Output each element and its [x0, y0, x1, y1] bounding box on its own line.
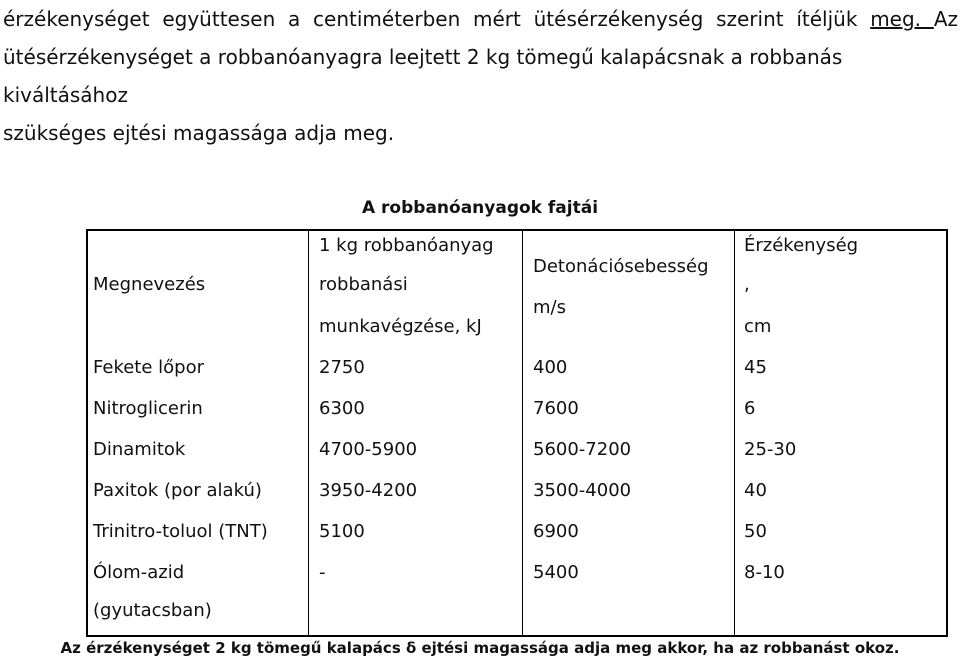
row-speed: 3500-4000 — [533, 480, 632, 501]
intro-line-2: ütésérzékenységet a robbanóanyagra leejtett 2 kg tömegű kalapácsnak a robbanás kiváltásához — [3, 45, 843, 107]
intro-line-3: szükséges ejtési magassága adja meg. — [3, 121, 395, 145]
header-name: Megnevezés — [93, 274, 206, 295]
row-sens: 50 — [744, 521, 767, 542]
row-speed: 5600-7200 — [533, 439, 632, 460]
row-name-line-2: (gyutacsban) — [93, 600, 212, 621]
row-sens: 25-30 — [744, 439, 797, 460]
header-work-line-2: robbanási — [319, 274, 408, 295]
row-name: Dinamitok — [93, 439, 186, 460]
row-name: Nitroglicerin — [93, 398, 203, 419]
intro-line-1-end: Az — [933, 7, 958, 31]
column-divider — [522, 231, 523, 635]
row-name: Ólom-azid — [93, 562, 185, 583]
row-name: Trinitro-toluol (TNT) — [93, 521, 268, 542]
header-speed-line-2: m/s — [533, 297, 566, 318]
intro-line-1-underlined: meg. — [870, 7, 934, 31]
column-divider — [734, 231, 735, 635]
row-sens: 6 — [744, 398, 756, 419]
row-sens: 40 — [744, 480, 767, 501]
row-name: Paxitok (por alakú) — [93, 480, 262, 501]
row-work: 5100 — [319, 521, 365, 542]
footnote: Az érzékenységet 2 kg tömegű kalapács δ ejtési magassága adja meg akkor, ha az robbanást okoz. — [60, 639, 900, 657]
table-caption: A robbanóanyagok fajtái — [361, 198, 599, 218]
column-divider — [308, 231, 309, 635]
header-sens-line-2: , — [744, 274, 750, 295]
header-sens-line-1: Érzékenység — [744, 235, 859, 256]
row-sens: 45 — [744, 357, 767, 378]
explosives-table — [86, 229, 948, 637]
intro-line-1 — [3, 0, 958, 38]
header-sens-line-3: cm — [744, 316, 772, 337]
row-work: - — [319, 562, 326, 583]
row-speed: 400 — [533, 357, 568, 378]
row-work: 4700-5900 — [319, 439, 418, 460]
row-work: 6300 — [319, 398, 365, 419]
row-name: Fekete lőpor — [93, 357, 205, 378]
row-speed: 5400 — [533, 562, 579, 583]
header-work-line-1: 1 kg robbanóanyag — [319, 235, 494, 256]
row-work: 3950-4200 — [319, 480, 418, 501]
row-speed: 7600 — [533, 398, 579, 419]
row-work: 2750 — [319, 357, 365, 378]
row-sens: 8-10 — [744, 562, 785, 583]
intro-text — [3, 0, 958, 152]
header-speed-line-1: Detonációsebesség — [533, 256, 709, 277]
row-speed: 6900 — [533, 521, 579, 542]
header-work-line-3: munkavégzése, kJ — [319, 316, 482, 337]
intro-line-1-text: érzékenységet együttesen a centiméterben mért ütésérzékenység szerint ítéljük — [3, 7, 871, 31]
